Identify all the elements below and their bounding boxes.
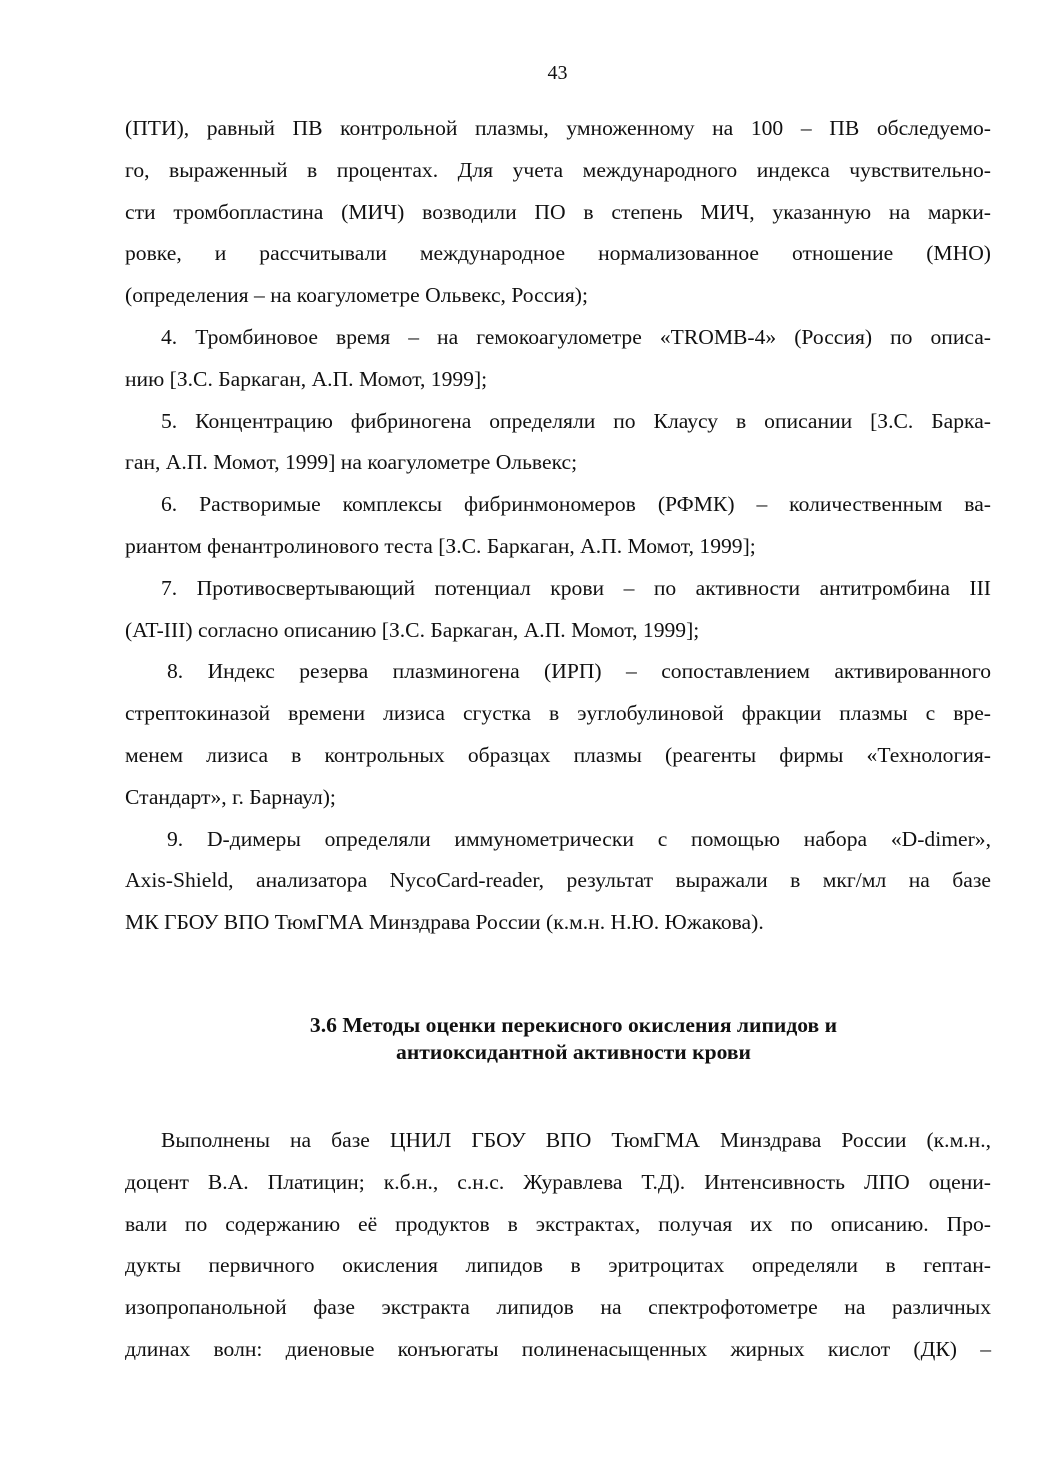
text-line: (определения – на коагулометре Ольвекс, Россия); bbox=[125, 283, 588, 308]
text-line: дукты первичного окисления липидов в эритроцитах определяли в гептан- bbox=[125, 1253, 991, 1278]
text-line: сти тромбопластина (МИЧ) возводили ПО в степень МИЧ, указанную на марки- bbox=[125, 199, 991, 224]
list-item-6-line: 6. Растворимые комплексы фибринмономеров (РФМК) – количественным ва- bbox=[161, 492, 991, 517]
text-line: (ПТИ), равный ПВ контрольной плазмы, умноженному на 100 – ПВ обследуемо- bbox=[125, 116, 991, 140]
text-line: доцент В.А. Платицин; к.б.н., с.н.с. Журавлева Т.Д). Интенсивность ЛПО оцени- bbox=[125, 1169, 991, 1194]
section-heading bbox=[0, 1012, 1039, 1066]
text-line: нию [З.С. Баркаган, А.П. Момот, 1999]; bbox=[125, 366, 488, 391]
section-heading-line-2: антиоксидантной активности крови bbox=[396, 1040, 751, 1064]
list-item-4-line: 4. Тромбиновое время – на гемокоагулометре «TROMB-4» (Россия) по описа- bbox=[161, 324, 991, 349]
text-line: МК ГБОУ ВПО ТюмГМА Минздрава России (к.м.н. Н.Ю. Южакова). bbox=[125, 910, 764, 935]
list-item-9-line: 9. D-димеры определяли иммунометрически с помощью набора «D-dimer», bbox=[167, 826, 991, 851]
page-number: 43 bbox=[547, 62, 568, 84]
text-line: изопропанольной фазе экстракта липидов на спектрофотометре на различных bbox=[125, 1295, 991, 1320]
section-body-text bbox=[125, 1120, 991, 1371]
list-item-7-line: 7. Противосвертывающий потенциал крови – по активности антитромбина III bbox=[161, 575, 991, 600]
text-line: (AT-III) согласно описанию [З.С. Баркаган, А.П. Момот, 1999]; bbox=[125, 617, 700, 642]
section-heading-line-1: 3.6 Методы оценки перекисного окисления липидов и bbox=[309, 1013, 838, 1037]
text-line: риантом фенантролинового теста [З.С. Баркаган, А.П. Момот, 1999]; bbox=[125, 533, 756, 558]
text-line: ровке, и рассчитывали международное нормализованное отношение (МНО) bbox=[125, 241, 991, 266]
text-line: вали по содержанию её продуктов в экстрактах, получая их по описанию. Про- bbox=[125, 1211, 991, 1236]
list-item-8-line: 8. Индекс резерва плазминогена (ИРП) – сопоставлением активированного bbox=[167, 659, 991, 684]
text-line: менем лизиса в контрольных образцах плазмы (реагенты фирмы «Технология- bbox=[125, 742, 991, 767]
text-line: Выполнены на базе ЦНИЛ ГБОУ ВПО ТюмГМА Минздрава России (к.м.н., bbox=[161, 1128, 991, 1152]
text-line: ган, А.П. Момот, 1999] на коагулометре Ольвекс; bbox=[125, 450, 578, 475]
text-line: длинах волн: диеновые конъюгаты полиненасыщенных жирных кислот (ДК) – bbox=[125, 1336, 991, 1361]
list-item-5-line: 5. Концентрацию фибриногена определяли по Клаусу в описании [З.С. Барка- bbox=[161, 408, 991, 433]
text-line: Axis-Shield, анализатора NycoCard-reader, результат выражали в мкг/мл на базе bbox=[125, 868, 991, 893]
body-text bbox=[125, 108, 991, 944]
text-line: стрептокиназой времени лизиса сгустка в эуглобулиновой фракции плазмы с вре- bbox=[125, 701, 991, 726]
text-line: го, выраженный в процентах. Для учета международного индекса чувствительно- bbox=[125, 157, 991, 182]
text-line: Стандарт», г. Барнаул); bbox=[125, 784, 336, 809]
